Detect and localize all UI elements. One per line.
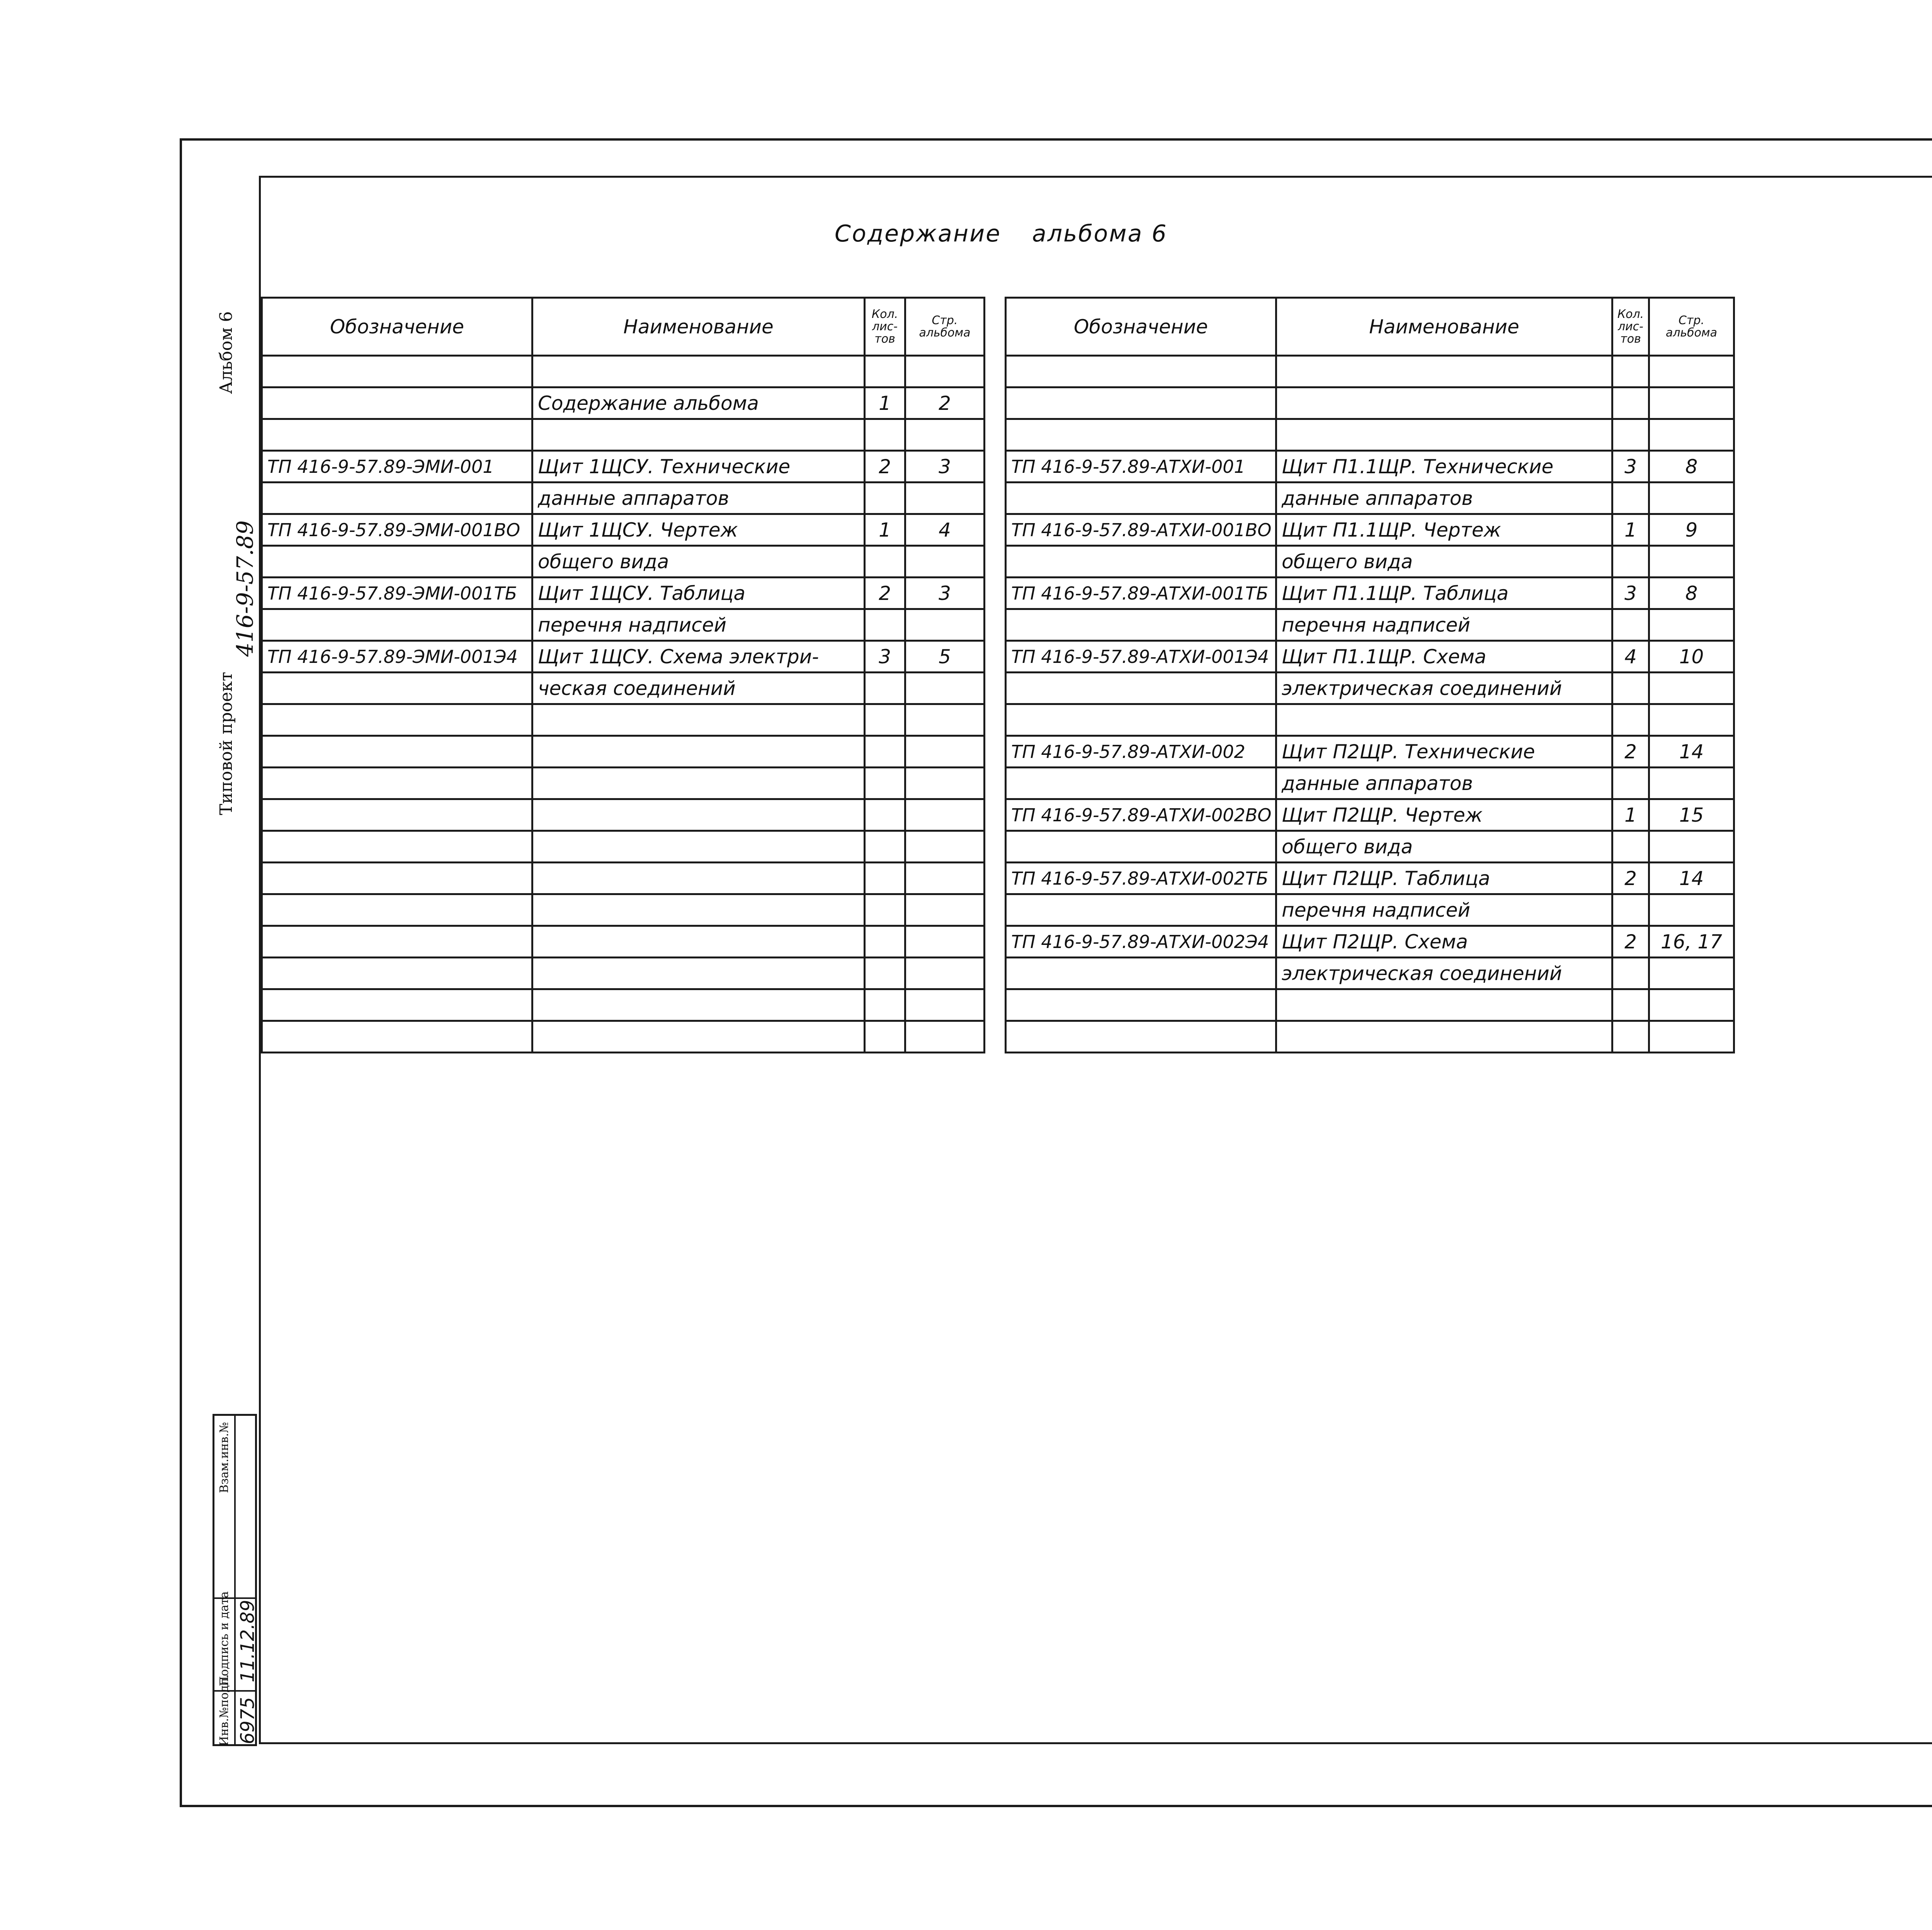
table-row xyxy=(262,482,985,514)
cell-sheets xyxy=(865,768,905,799)
cell-name xyxy=(532,989,865,1021)
cell-page xyxy=(1649,546,1734,578)
cell-designation xyxy=(262,704,532,736)
cell-sheets xyxy=(865,1021,905,1053)
cell-name: Щит 1ЩСУ. Таблица xyxy=(532,578,865,609)
cell-page xyxy=(1649,387,1734,419)
cell-sheets xyxy=(865,419,905,451)
stamp-inv-label: Инв.№подл. xyxy=(218,1674,231,1746)
cell-designation xyxy=(262,989,532,1021)
cell-sheets xyxy=(865,894,905,926)
table-body-left xyxy=(262,356,985,1053)
cell-page xyxy=(905,894,985,926)
table-row xyxy=(1006,419,1734,451)
cell-sheets xyxy=(1612,894,1649,926)
table-row xyxy=(262,609,985,641)
cell-sheets xyxy=(865,704,905,736)
table-row xyxy=(262,894,985,926)
cell-page: 8 xyxy=(1649,451,1734,482)
cell-sheets: 2 xyxy=(1612,863,1649,894)
cell-name xyxy=(532,799,865,831)
cell-sheets xyxy=(1612,989,1649,1021)
cell-designation xyxy=(262,894,532,926)
cell-name: перечня надписей xyxy=(532,609,865,641)
cell-page xyxy=(905,736,985,768)
cell-designation xyxy=(262,482,532,514)
cell-sheets xyxy=(865,799,905,831)
cell-sheets: 2 xyxy=(865,578,905,609)
table-row xyxy=(1006,578,1734,609)
table-row xyxy=(1006,768,1734,799)
cell-name xyxy=(1276,356,1612,387)
table-row xyxy=(262,736,985,768)
cell-designation: ТП 416-9-57.89-АТХИ-001ТБ xyxy=(1006,578,1276,609)
table-row xyxy=(262,958,985,989)
cell-page xyxy=(905,863,985,894)
cell-sheets xyxy=(1612,482,1649,514)
cell-designation: ТП 416-9-57.89-АТХИ-002ВО xyxy=(1006,799,1276,831)
cell-designation xyxy=(1006,704,1276,736)
cell-page xyxy=(905,704,985,736)
table-row xyxy=(1006,673,1734,704)
cell-designation xyxy=(1006,609,1276,641)
cell-name: общего вида xyxy=(1276,831,1612,863)
cell-name: Содержание альбома xyxy=(532,387,865,419)
header-name: Наименование xyxy=(532,298,865,356)
stamp-inv-value: 6975 xyxy=(237,1697,259,1744)
cell-page xyxy=(905,673,985,704)
cell-name: Щит П1.1ЩР. Схема xyxy=(1276,641,1612,673)
table-row xyxy=(262,578,985,609)
header-designation: Обозначение xyxy=(262,298,532,356)
table-row xyxy=(262,546,985,578)
cell-page xyxy=(1649,609,1734,641)
cell-designation: ТП 416-9-57.89-АТХИ-002Э4 xyxy=(1006,926,1276,958)
cell-page: 3 xyxy=(905,451,985,482)
cell-page xyxy=(905,356,985,387)
cell-designation xyxy=(1006,1021,1276,1053)
cell-page: 16, 17 xyxy=(1649,926,1734,958)
side-project-number: 416-9-57.89 xyxy=(232,520,258,657)
cell-name xyxy=(532,863,865,894)
cell-designation xyxy=(1006,894,1276,926)
cell-name: перечня надписей xyxy=(1276,894,1612,926)
table-row xyxy=(262,768,985,799)
cell-sheets xyxy=(865,673,905,704)
cell-sheets xyxy=(865,926,905,958)
cell-designation xyxy=(1006,768,1276,799)
table-row xyxy=(262,451,985,482)
table-row xyxy=(262,356,985,387)
cell-page xyxy=(905,958,985,989)
cell-name xyxy=(1276,1021,1612,1053)
cell-name xyxy=(532,894,865,926)
cell-sheets xyxy=(1612,356,1649,387)
cell-page: 2 xyxy=(905,387,985,419)
cell-sheets xyxy=(865,609,905,641)
cell-name xyxy=(532,419,865,451)
cell-page xyxy=(905,799,985,831)
table-row xyxy=(1006,514,1734,546)
cell-page xyxy=(1649,831,1734,863)
cell-name: Щит П2ЩР. Чертеж xyxy=(1276,799,1612,831)
cell-designation xyxy=(262,419,532,451)
cell-designation xyxy=(1006,482,1276,514)
cell-sheets xyxy=(865,863,905,894)
contents-table-left xyxy=(261,297,985,1053)
cell-page: 3 xyxy=(905,578,985,609)
cell-page: 5 xyxy=(905,641,985,673)
cell-designation xyxy=(262,673,532,704)
side-album-label: Альбом 6 xyxy=(216,311,236,394)
table-row xyxy=(262,387,985,419)
cell-sheets xyxy=(1612,831,1649,863)
cell-sheets xyxy=(865,958,905,989)
cell-name xyxy=(532,831,865,863)
table-row xyxy=(1006,546,1734,578)
cell-page: 15 xyxy=(1649,799,1734,831)
cell-name xyxy=(532,1021,865,1053)
cell-name: общего вида xyxy=(1276,546,1612,578)
cell-page xyxy=(1649,894,1734,926)
table-row xyxy=(1006,958,1734,989)
cell-name: электрическая соединений xyxy=(1276,673,1612,704)
cell-designation xyxy=(262,958,532,989)
cell-designation: ТП 416-9-57.89-АТХИ-001 xyxy=(1006,451,1276,482)
cell-page: 10 xyxy=(1649,641,1734,673)
cell-page xyxy=(1649,356,1734,387)
table-row xyxy=(262,419,985,451)
cell-sheets xyxy=(865,356,905,387)
cell-name xyxy=(532,768,865,799)
cell-name: общего вида xyxy=(532,546,865,578)
cell-designation xyxy=(262,546,532,578)
cell-sheets: 4 xyxy=(1612,641,1649,673)
cell-sheets: 2 xyxy=(1612,736,1649,768)
header-page: Стр. альбома xyxy=(1649,298,1734,356)
cell-name: Щит П2ЩР. Таблица xyxy=(1276,863,1612,894)
cell-name: данные аппаратов xyxy=(1276,768,1612,799)
cell-sheets xyxy=(1612,673,1649,704)
table-row xyxy=(1006,356,1734,387)
cell-page xyxy=(905,482,985,514)
table-row xyxy=(1006,387,1734,419)
cell-name xyxy=(532,926,865,958)
title-word-2: альбома 6 xyxy=(1032,220,1168,247)
cell-sheets: 2 xyxy=(1612,926,1649,958)
cell-sheets xyxy=(1612,609,1649,641)
cell-sheets xyxy=(865,546,905,578)
cell-sheets: 3 xyxy=(1612,578,1649,609)
cell-name xyxy=(532,356,865,387)
cell-name: электрическая соединений xyxy=(1276,958,1612,989)
table-row xyxy=(262,514,985,546)
table-row xyxy=(1006,926,1734,958)
table-row xyxy=(262,863,985,894)
cell-designation: ТП 416-9-57.89-ЭМИ-001ТБ xyxy=(262,578,532,609)
cell-sheets xyxy=(1612,387,1649,419)
table-row xyxy=(1006,894,1734,926)
cell-sheets xyxy=(865,736,905,768)
table-row xyxy=(262,799,985,831)
cell-designation xyxy=(1006,387,1276,419)
cell-name: Щит 1ЩСУ. Схема электри- xyxy=(532,641,865,673)
cell-page xyxy=(905,831,985,863)
table-row xyxy=(1006,451,1734,482)
contents-table-right xyxy=(1005,297,1735,1053)
cell-designation: ТП 416-9-57.89-АТХИ-002ТБ xyxy=(1006,863,1276,894)
cell-sheets: 3 xyxy=(865,641,905,673)
cell-page: 14 xyxy=(1649,736,1734,768)
table-row xyxy=(1006,989,1734,1021)
cell-sheets: 1 xyxy=(1612,799,1649,831)
table-row xyxy=(1006,863,1734,894)
cell-sheets xyxy=(865,989,905,1021)
cell-page: 4 xyxy=(905,514,985,546)
table-row xyxy=(1006,736,1734,768)
cell-page xyxy=(1649,482,1734,514)
cell-page xyxy=(1649,1021,1734,1053)
cell-page: 14 xyxy=(1649,863,1734,894)
page-title xyxy=(835,220,1168,247)
cell-page xyxy=(905,1021,985,1053)
cell-name: Щит 1ЩСУ. Технические xyxy=(532,451,865,482)
cell-page: 9 xyxy=(1649,514,1734,546)
table-row xyxy=(262,704,985,736)
stamp-replace-label: Взам.инв.№ xyxy=(218,1422,231,1493)
cell-designation xyxy=(262,356,532,387)
table-row xyxy=(1006,704,1734,736)
cell-name: данные аппаратов xyxy=(532,482,865,514)
cell-designation: ТП 416-9-57.89-АТХИ-002 xyxy=(1006,736,1276,768)
table-row xyxy=(1006,609,1734,641)
cell-sheets: 2 xyxy=(865,451,905,482)
cell-name xyxy=(1276,989,1612,1021)
cell-name: Щит П2ЩР. Схема xyxy=(1276,926,1612,958)
cell-page xyxy=(905,546,985,578)
header-sheets: Кол. лис- тов xyxy=(1612,298,1649,356)
table-row xyxy=(1006,641,1734,673)
cell-page xyxy=(1649,958,1734,989)
cell-name xyxy=(1276,419,1612,451)
cell-designation xyxy=(1006,831,1276,863)
cell-page xyxy=(1649,989,1734,1021)
cell-page: 8 xyxy=(1649,578,1734,609)
cell-name: Щит П1.1ЩР. Таблица xyxy=(1276,578,1612,609)
cell-designation xyxy=(1006,989,1276,1021)
header-name: Наименование xyxy=(1276,298,1612,356)
table-header-row xyxy=(1006,298,1734,356)
cell-name xyxy=(1276,704,1612,736)
cell-sheets: 1 xyxy=(1612,514,1649,546)
cell-designation xyxy=(1006,673,1276,704)
cell-designation xyxy=(262,863,532,894)
cell-designation: ТП 416-9-57.89-ЭМИ-001 xyxy=(262,451,532,482)
cell-name: Щит П1.1ЩР. Технические xyxy=(1276,451,1612,482)
cell-name xyxy=(532,958,865,989)
header-designation: Обозначение xyxy=(1006,298,1276,356)
cell-sheets: 1 xyxy=(865,514,905,546)
header-sheets: Кол. лис- тов xyxy=(865,298,905,356)
cell-sheets xyxy=(1612,768,1649,799)
cell-designation xyxy=(262,799,532,831)
cell-page xyxy=(1649,704,1734,736)
cell-name: Щит П2ЩР. Технические xyxy=(1276,736,1612,768)
cell-sheets xyxy=(1612,419,1649,451)
table-row xyxy=(262,673,985,704)
cell-designation xyxy=(1006,356,1276,387)
table-row xyxy=(262,831,985,863)
table-row xyxy=(262,641,985,673)
inventory-stamp xyxy=(213,1414,257,1746)
cell-designation: ТП 416-9-57.89-АТХИ-001Э4 xyxy=(1006,641,1276,673)
cell-designation xyxy=(262,736,532,768)
cell-page xyxy=(905,768,985,799)
title-word-1: Содержание xyxy=(835,220,1002,247)
cell-designation xyxy=(1006,958,1276,989)
cell-designation xyxy=(1006,546,1276,578)
header-page: Стр. альбома xyxy=(905,298,985,356)
cell-name xyxy=(1276,387,1612,419)
cell-designation xyxy=(262,609,532,641)
cell-page xyxy=(905,609,985,641)
cell-designation xyxy=(262,1021,532,1053)
table-header-row xyxy=(262,298,985,356)
cell-page xyxy=(905,926,985,958)
cell-sheets xyxy=(1612,704,1649,736)
cell-designation xyxy=(262,831,532,863)
table-body-right xyxy=(1006,356,1734,1053)
table-row xyxy=(1006,1021,1734,1053)
cell-page xyxy=(1649,673,1734,704)
cell-sheets xyxy=(1612,958,1649,989)
cell-name: перечня надписей xyxy=(1276,609,1612,641)
table-row xyxy=(1006,799,1734,831)
cell-page xyxy=(1649,768,1734,799)
cell-sheets xyxy=(1612,546,1649,578)
cell-designation xyxy=(262,926,532,958)
table-row xyxy=(262,989,985,1021)
cell-designation xyxy=(262,768,532,799)
cell-page xyxy=(905,989,985,1021)
stamp-sign-label: Подпись и дата xyxy=(218,1591,231,1686)
cell-name xyxy=(532,736,865,768)
cell-designation: ТП 416-9-57.89-АТХИ-001ВО xyxy=(1006,514,1276,546)
cell-sheets xyxy=(865,831,905,863)
stamp-sign-value: 11.12.89 xyxy=(237,1600,259,1682)
cell-sheets xyxy=(1612,1021,1649,1053)
cell-sheets: 1 xyxy=(865,387,905,419)
cell-name: Щит П1.1ЩР. Чертеж xyxy=(1276,514,1612,546)
table-row xyxy=(1006,482,1734,514)
cell-name: ческая соединений xyxy=(532,673,865,704)
cell-designation xyxy=(262,387,532,419)
cell-sheets xyxy=(865,482,905,514)
cell-name xyxy=(532,704,865,736)
cell-page xyxy=(905,419,985,451)
cell-sheets: 3 xyxy=(1612,451,1649,482)
table-row xyxy=(1006,831,1734,863)
table-row xyxy=(262,1021,985,1053)
side-project-label: Типовой проект xyxy=(216,672,236,815)
cell-name: данные аппаратов xyxy=(1276,482,1612,514)
cell-designation: ТП 416-9-57.89-ЭМИ-001ВО xyxy=(262,514,532,546)
cell-page xyxy=(1649,419,1734,451)
cell-designation xyxy=(1006,419,1276,451)
cell-name: Щит 1ЩСУ. Чертеж xyxy=(532,514,865,546)
cell-designation: ТП 416-9-57.89-ЭМИ-001Э4 xyxy=(262,641,532,673)
table-row xyxy=(262,926,985,958)
